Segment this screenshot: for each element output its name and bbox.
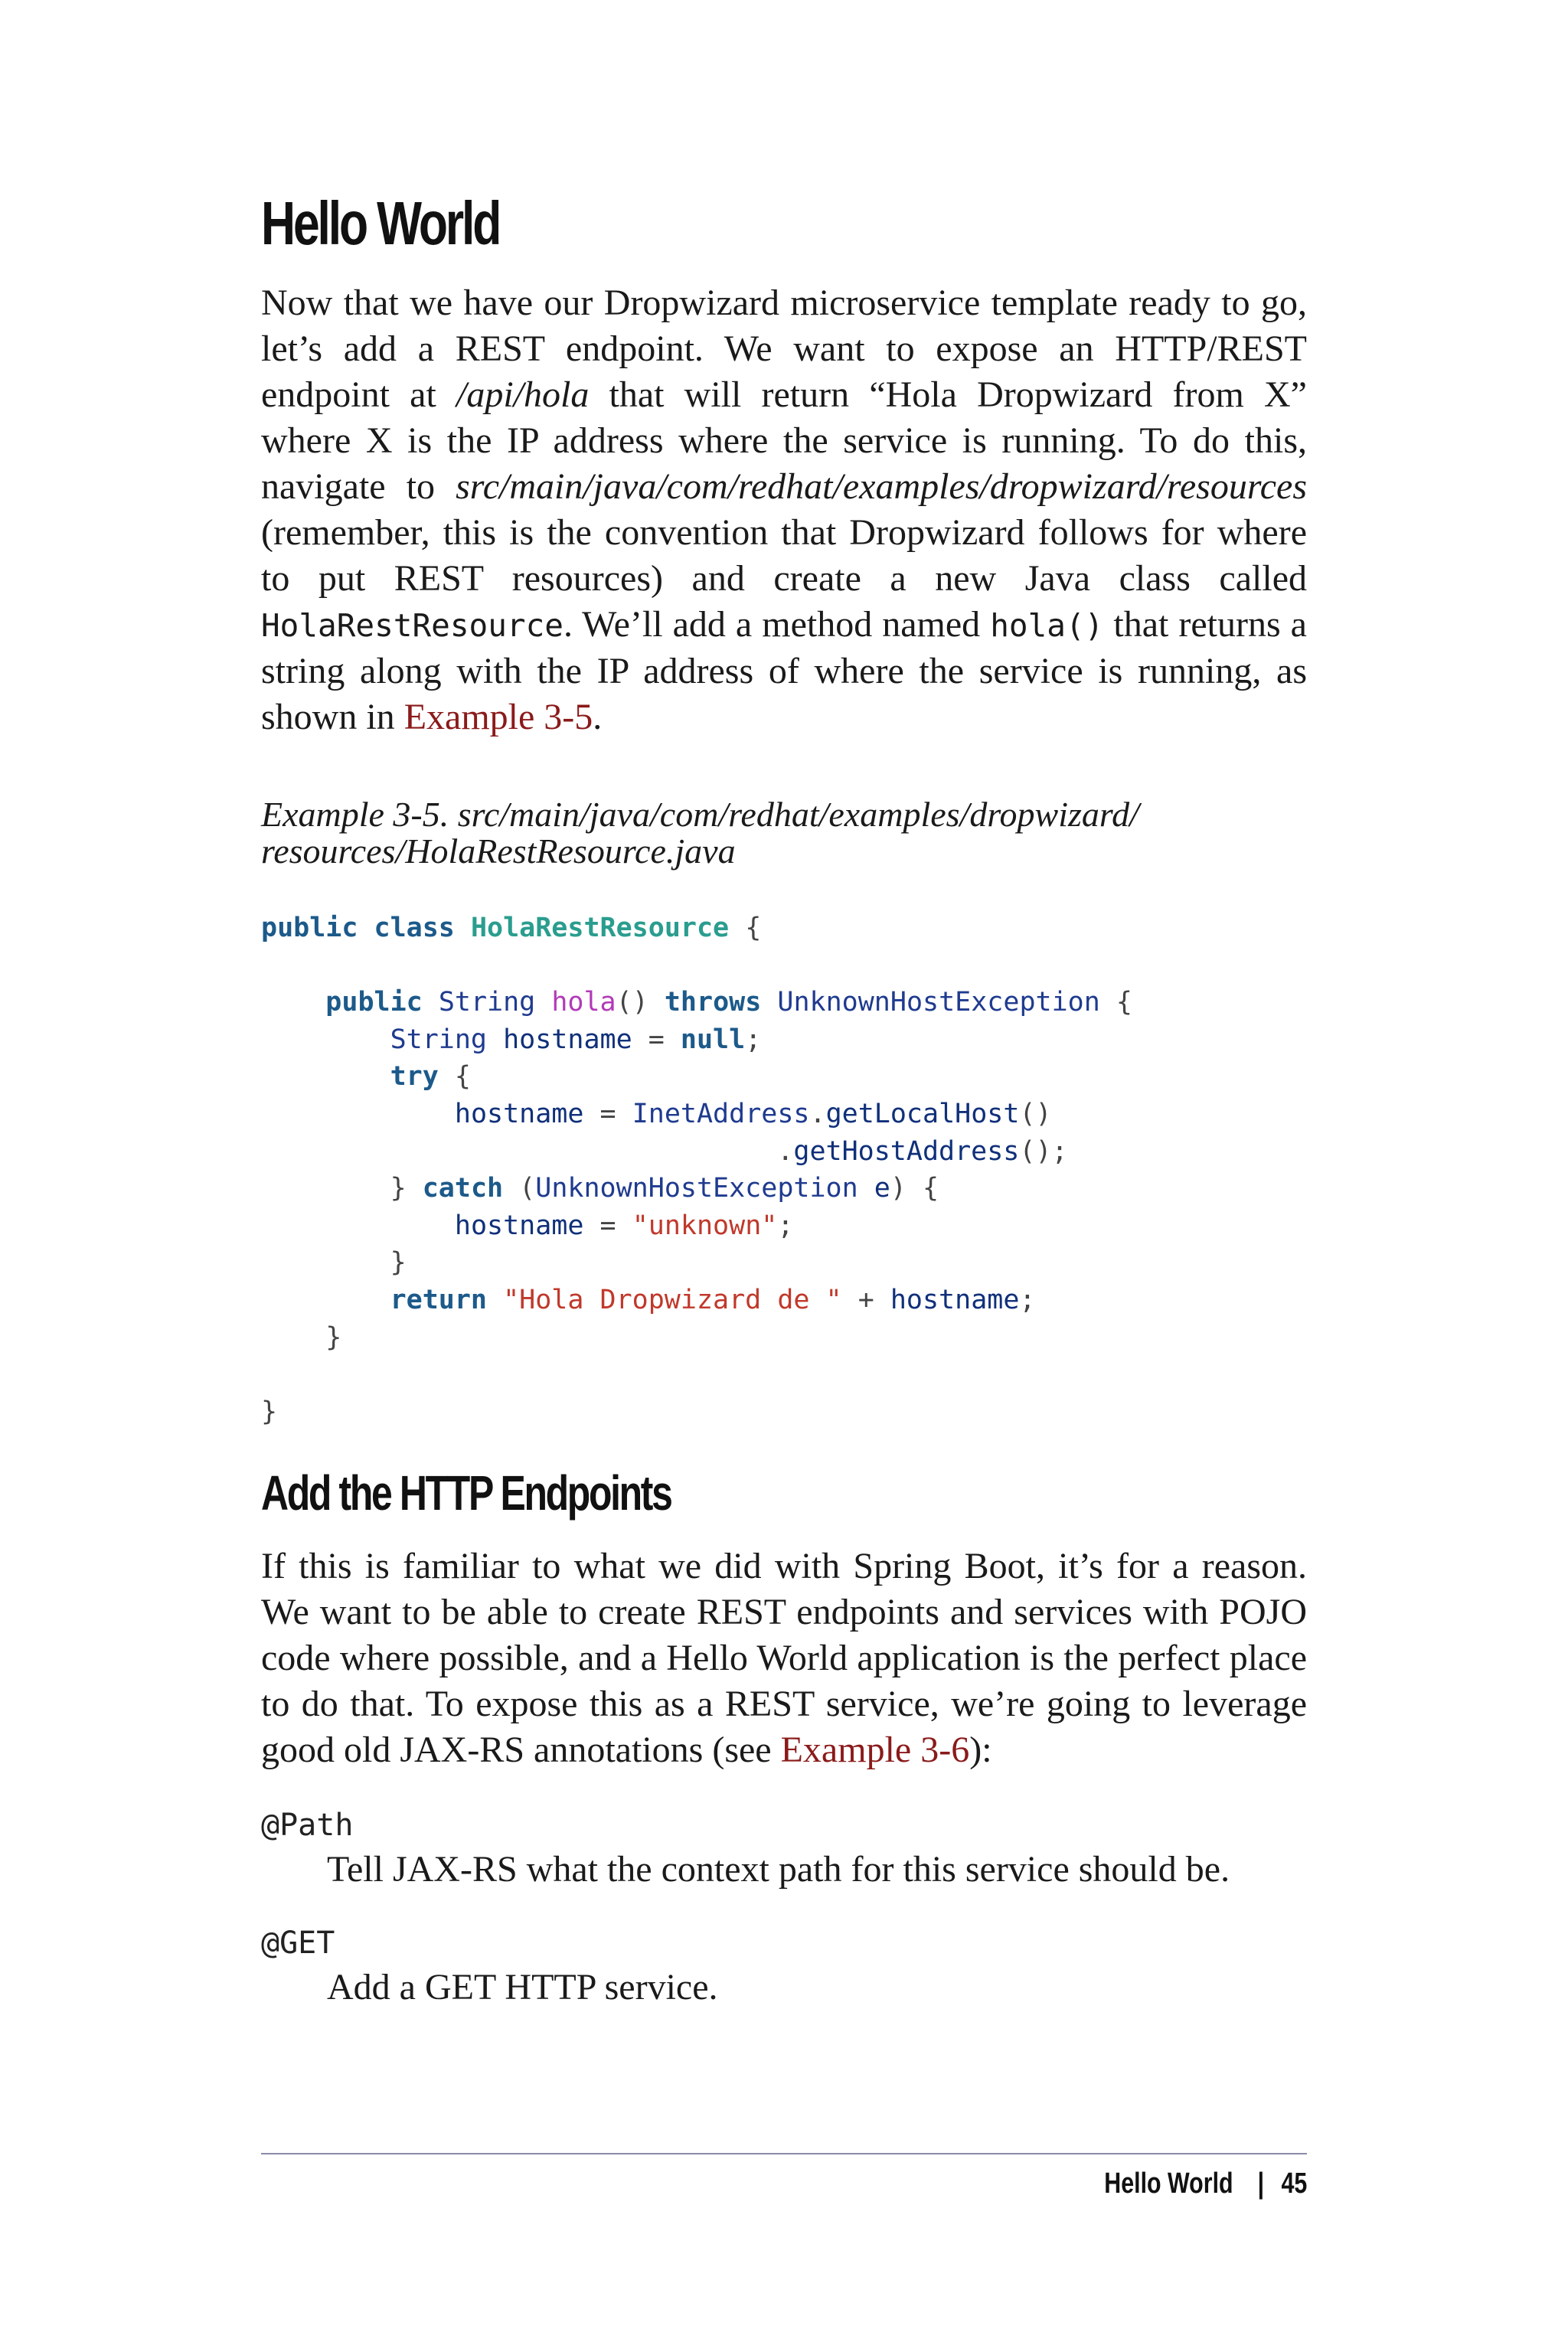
subsection-title: Add the HTTP Endpoints [261, 1465, 671, 1521]
code-keyword: throws [664, 987, 762, 1018]
page-footer [1104, 2164, 1307, 2203]
resources-path: src/main/java/com/redhat/examples/dropwizard/resources [456, 466, 1307, 507]
definition-term-get: @GET [261, 1926, 335, 1961]
code-keyword: try [390, 1061, 439, 1093]
code-variable: hostname [890, 1284, 1020, 1315]
code-class-name: HolaRestResource [470, 913, 730, 943]
code-keyword: null [680, 1024, 746, 1055]
example-3-6-link[interactable]: Example 3-6 [780, 1730, 970, 1770]
class-name-code: HolaRestResource [261, 607, 564, 644]
code-type: String [390, 1024, 488, 1055]
intro-text-4: . We’ll add a method named [563, 604, 991, 645]
code-variable: hostname [454, 1098, 584, 1129]
definition-desc-path: Tell JAX-RS what the context path for this service should be. [327, 1849, 1230, 1890]
api-path: /api/hola [456, 374, 590, 415]
example-caption-line-1: Example 3-5. src/main/java/com/redhat/examples/dropwizard/ [261, 795, 1139, 834]
example-caption-line-2: resources/HolaRestResource.java [261, 831, 736, 871]
footer-divider [261, 2153, 1307, 2154]
intro-paragraph [261, 280, 1307, 740]
book-page [261, 0, 1307, 2352]
section-title: Hello World [261, 189, 500, 257]
example-3-5-link[interactable]: Example 3-5 [403, 697, 593, 737]
code-method: hola [551, 987, 616, 1018]
code-variable: e [874, 1173, 890, 1204]
definition-term-path: @Path [261, 1808, 354, 1843]
page-number: 45 [1281, 2167, 1307, 2200]
code-type: UnknownHostException [777, 987, 1100, 1018]
intro-text-2: that will return “Hola Dropwizard from X” where X is the IP address where the service is running. To do this, navigate to [261, 374, 1307, 507]
code-keyword: return [390, 1284, 488, 1315]
endpoints-text-2: ): [969, 1730, 992, 1770]
code-string: "Hola Dropwizard de " [503, 1284, 842, 1315]
example-caption [261, 796, 1307, 870]
code-type: UnknownHostException [535, 1173, 858, 1204]
definition-desc-get: Add a GET HTTP service. [327, 1967, 718, 2007]
code-method: getHostAddress [793, 1135, 1020, 1167]
intro-text-5: that returns a string along with the IP address of where the service is running, as shown in [261, 604, 1307, 737]
intro-text-3: (remember, this is the convention that Dropwizard follows for where to put REST resources) and create a new Java class called [261, 512, 1307, 599]
intro-text-6: . [593, 697, 603, 737]
intro-text-1: Now that we have our Dropwizard microservice template ready to go, let’s add a REST endpoint. We want to expose an HTTP/REST endpoint at [261, 283, 1307, 415]
code-keyword: public [261, 913, 358, 943]
code-method: getLocalHost [825, 1098, 1020, 1129]
code-type: InetAddress [632, 1098, 810, 1129]
code-listing: public class HolaRestResource { public String hola() throws UnknownHostException { String hostname = null; try { hostname = InetAddress.getLocalHost() .getHostAddress(); } catch (UnknownHostException e) { hostname = "unknown"; } return "Hola Dropwizard de " + hostname; } } [261, 913, 1132, 1427]
method-name-code: hola() [990, 607, 1104, 644]
footer-separator: | [1257, 2167, 1264, 2200]
code-type: String [438, 987, 536, 1018]
endpoints-text-1: If this is familiar to what we did with Spring Boot, it’s for a reason. We want to be able to create REST endpoints and services with POJO code where possible, and a Hello World application is the perfect place to do that. To expose this as a REST service, we’re going to leverage good old JAX-RS annotations (see [261, 1546, 1307, 1770]
running-head: Hello World [1103, 2167, 1233, 2200]
endpoints-paragraph [261, 1544, 1307, 1773]
code-keyword: class [374, 913, 455, 943]
code-string: "unknown" [632, 1210, 778, 1241]
code-variable: hostname [454, 1210, 584, 1241]
code-keyword: catch [422, 1173, 504, 1204]
code-variable: hostname [503, 1024, 632, 1055]
code-keyword: public [325, 987, 423, 1018]
